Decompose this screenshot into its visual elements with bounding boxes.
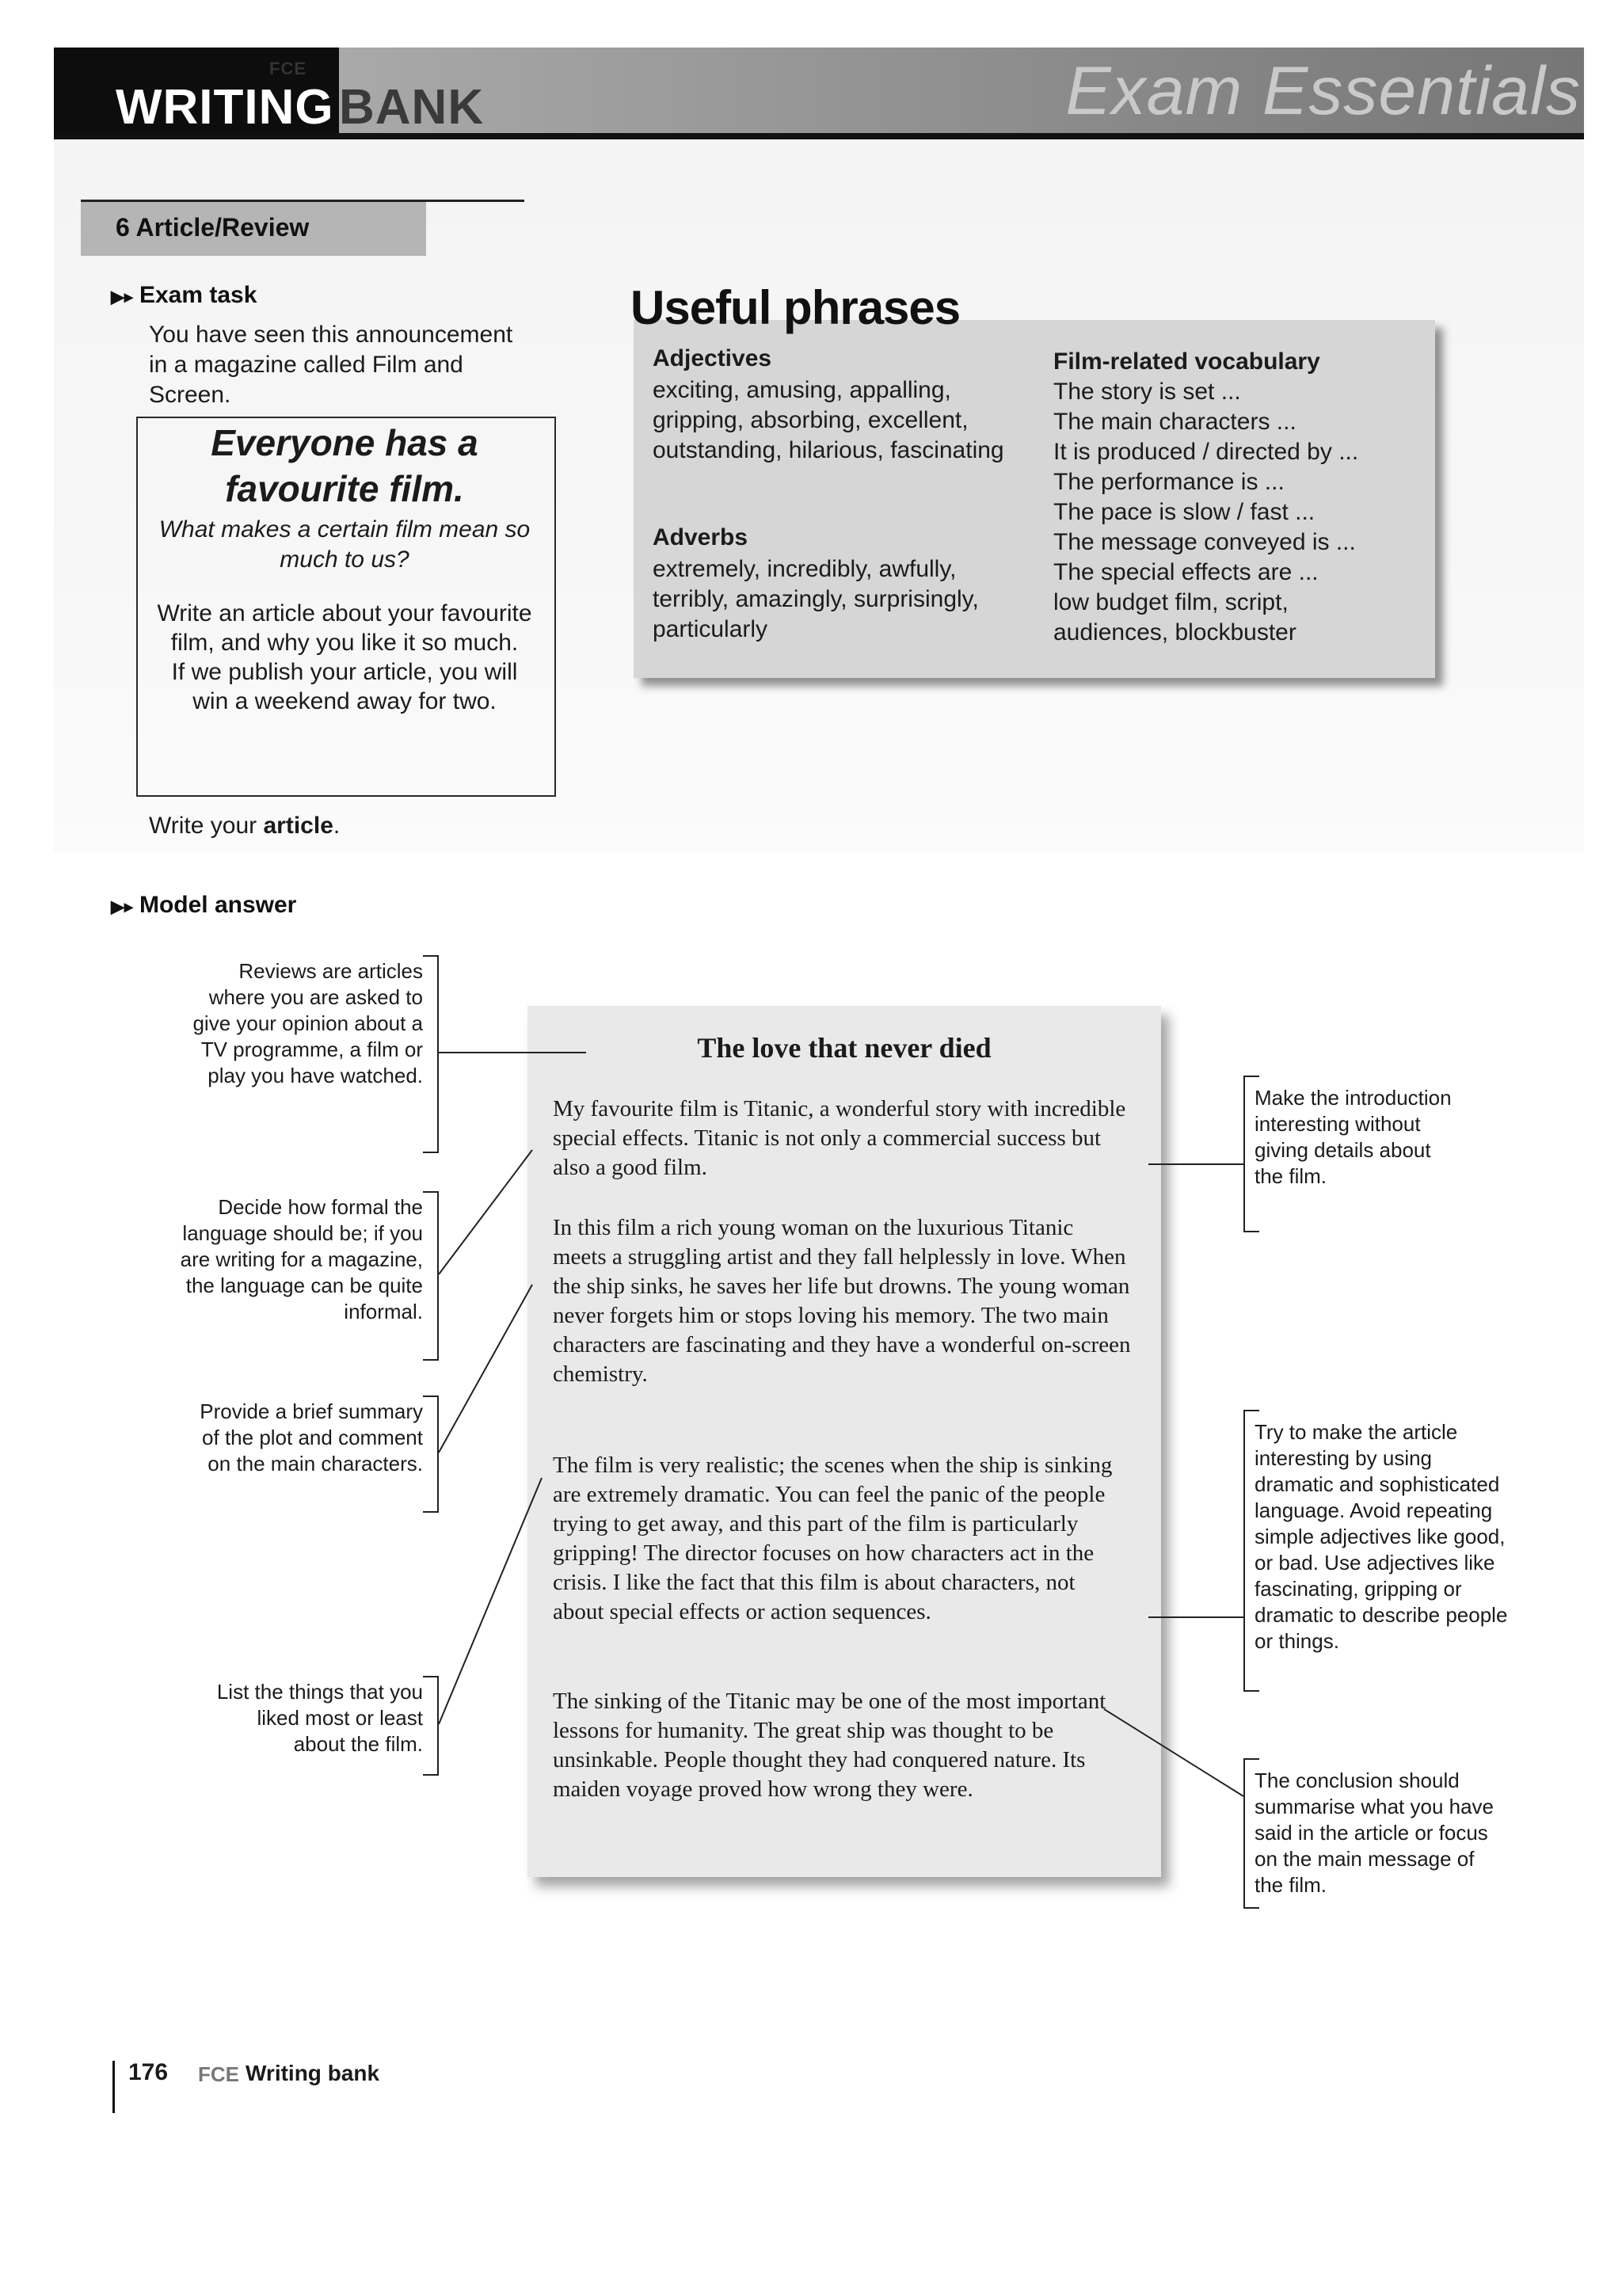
- film-vocab-item: audiences, blockbuster: [1053, 619, 1296, 645]
- announcement-instructions-1: Write an article about your favourite film, and why you like it so much.: [157, 600, 532, 656]
- fce-tag: FCE: [269, 59, 307, 78]
- adverbs-heading: Adverbs: [653, 524, 748, 550]
- adjectives-heading: Adjectives: [653, 345, 772, 371]
- article-paragraph-1: My favourite film is Titanic, a wonderful story with incredible special effects. Titanic is not only a commercial success but also a good film.: [553, 1096, 1126, 1180]
- exam-intro: You have seen this announcement in a magazine called Film and Screen.: [149, 322, 513, 408]
- write-suffix: .: [333, 813, 341, 839]
- footer-bar: [112, 2061, 115, 2113]
- footer-text: Writing bank: [246, 2061, 380, 2085]
- announcement-title: Everyone has a favourite film.: [211, 422, 478, 509]
- adverbs-list: extremely, incredibly, awfully, terribly, amazingly, surprisingly, particularly: [653, 556, 979, 642]
- connector-line: [439, 1150, 532, 1274]
- film-vocab-item: It is produced / directed by ...: [1053, 439, 1359, 465]
- series-title: Exam Essentials: [1065, 53, 1581, 129]
- announcement-question: What makes a certain film mean so much to us?: [158, 516, 531, 573]
- right-note-language: Try to make the article interesting by using dramatic and sophisticated language. Avoid repeating simple adjectives like good, or bad. Use adjectives like fascinating, gripping or dramatic to describe people or things.: [1255, 1420, 1508, 1653]
- film-vocab-item: The message conveyed is ...: [1053, 529, 1356, 555]
- film-vocab-item: The performance is ...: [1053, 469, 1285, 495]
- film-vocab-item: low budget film, script,: [1053, 589, 1289, 615]
- announcement-instructions-2: If we publish your article, you will win a weekend away for two.: [171, 659, 518, 714]
- film-vocab-heading: Film-related vocabulary: [1053, 348, 1320, 375]
- left-note-summary: Provide a brief summary of the plot and comment on the main characters.: [200, 1399, 423, 1475]
- play-arrows-icon: ▶▸: [111, 897, 133, 916]
- title-bank: BANK: [339, 80, 485, 135]
- page-number: 176: [128, 2059, 169, 2085]
- article-title: The love that never died: [697, 1032, 992, 1064]
- left-note-likes: List the things that you liked most or least about the film.: [216, 1680, 423, 1756]
- left-note-reviews: Reviews are articles where you are asked to give your opinion about a TV programme, a film or play you have watched.: [192, 959, 423, 1087]
- title-writing: WRITING: [116, 80, 334, 135]
- right-note-conclusion: The conclusion should summarise what you have said in the article or focus on the main message of the film.: [1255, 1769, 1494, 1897]
- adjectives-list: exciting, amusing, appalling, gripping, absorbing, excellent, outstanding, hilarious, fascinating: [653, 377, 1004, 463]
- useful-phrases-title: Useful phrases: [630, 281, 961, 334]
- article-paragraph-2: In this film a rich young woman on the luxurious Titanic meets a struggling artist and they fall helplessly in love. When the ship sinks, he saves her life but drowns. The young woman never forgets him or stops loving his memory. The two main characters are fascinating and they have a wonderful on-screen chemistry.: [553, 1215, 1131, 1387]
- connector-line: [1104, 1709, 1243, 1796]
- film-vocab-item: The pace is slow / fast ...: [1053, 499, 1315, 525]
- film-vocab-item: The story is set ...: [1053, 379, 1241, 405]
- exam-task-heading-text: Exam task: [139, 282, 257, 308]
- article-paragraph-4: The sinking of the Titanic may be one of the most important lessons for humanity. The great ship was thought to be unsinkable. People thought they had conquered nature. Its maiden voyage proved how wrong they were.: [553, 1689, 1106, 1802]
- section-label: 6 Article/Review: [116, 213, 310, 242]
- model-answer-heading-text: Model answer: [139, 892, 297, 918]
- connector-line: [439, 1285, 532, 1453]
- film-vocab-item: The special effects are ...: [1053, 559, 1319, 585]
- write-bold: article: [263, 813, 333, 839]
- write-prefix: Write your: [149, 813, 264, 839]
- left-note-formality: Decide how formal the language should be; if you are writing for a magazine, the language can be quite informal.: [180, 1195, 423, 1323]
- footer-fce: FCE: [198, 2062, 239, 2086]
- article-paragraph-3: The film is very realistic; the scenes when the ship is sinking are extremely dramatic. You can feel the panic of the people trying to get away, and this part of the film is particularly gripping! The director focuses on how characters act in the crisis. I like the fact that this film is about characters, not about special effects or action sequences.: [553, 1453, 1113, 1624]
- play-arrows-icon: ▶▸: [111, 287, 133, 307]
- film-vocab-item: The main characters ...: [1053, 409, 1296, 435]
- connector-line: [439, 1478, 542, 1724]
- right-note-introduction: Make the introduction interesting without giving details about the film.: [1255, 1086, 1452, 1188]
